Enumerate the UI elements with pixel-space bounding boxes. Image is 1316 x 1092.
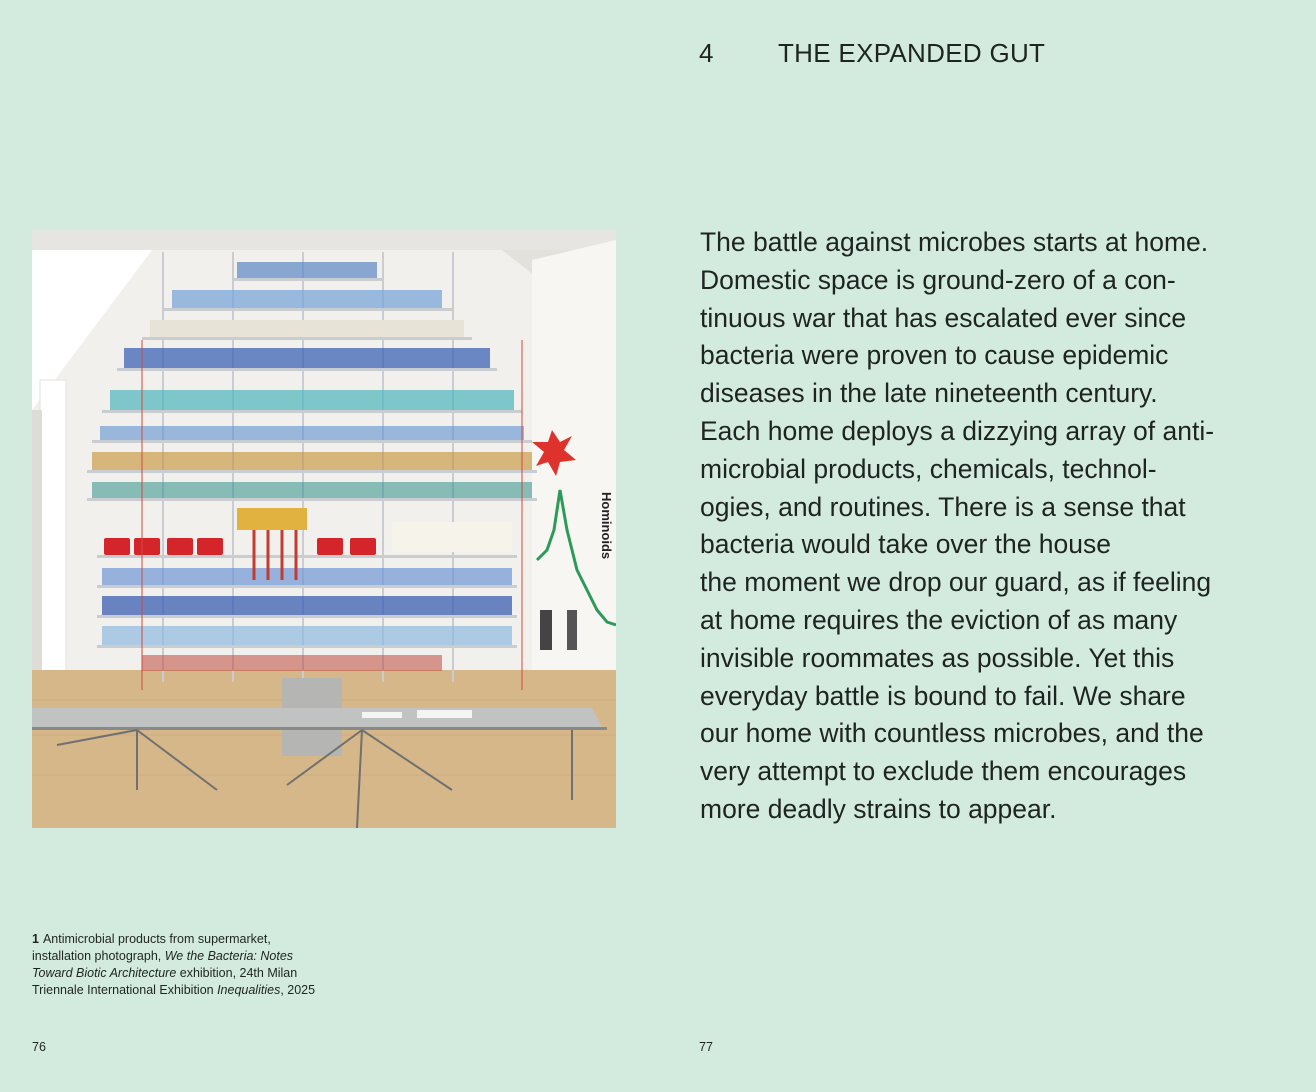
wall-text: Hominoids <box>599 492 614 560</box>
body-line: our home with countless microbes, and the <box>700 718 1204 749</box>
caption-text: Antimicrobial products from supermarket, installation photograph, <box>32 932 271 963</box>
body-paragraph <box>700 224 1300 829</box>
caption-text: exhibition, 24th Milan Triennale International Exhibition <box>32 966 298 997</box>
body-line: the moment we drop our guard, as if feeling <box>700 567 1212 598</box>
chapter-title: THE EXPANDED GUT <box>778 38 1046 68</box>
caption-exhibition-theme: Inequalities <box>217 983 281 997</box>
body-line: everyday battle is bound to fail. We share <box>700 680 1186 711</box>
body-line: tinuous war that has escalated ever since <box>700 302 1187 333</box>
figure-caption <box>32 931 322 999</box>
body-line: bacteria were proven to cause epidemic <box>700 340 1169 371</box>
body-line: invisible roommates as possible. Yet this <box>700 642 1175 673</box>
body-line: more deadly strains to appear. <box>700 793 1057 824</box>
body-line: ogies, and routines. There is a sense that <box>700 491 1186 522</box>
body-line: bacteria would take over the house <box>700 529 1112 560</box>
body-line: microbial products, chemicals, technol- <box>700 453 1157 484</box>
body-line: Domestic space is ground-zero of a con- <box>700 264 1176 295</box>
chapter-number: 4 <box>699 38 714 68</box>
figure-number: 1 <box>32 932 39 946</box>
caption-text: , 2025 <box>280 983 316 997</box>
page-number-right: 77 <box>699 1040 713 1054</box>
caption-exhibition-title: We the Bacteria: Notes Toward Biotic Architecture <box>32 949 294 980</box>
page-number-left: 76 <box>32 1040 46 1054</box>
body-line: very attempt to exclude them encourages <box>700 756 1187 787</box>
body-line: The battle against microbes starts at home. <box>700 227 1209 257</box>
body-line: Each home deploys a dizzying array of anti- <box>700 415 1215 446</box>
body-line: at home requires the eviction of as many <box>700 604 1178 635</box>
body-line: diseases in the late nineteenth century. <box>700 378 1158 409</box>
installation-photo <box>32 230 616 828</box>
